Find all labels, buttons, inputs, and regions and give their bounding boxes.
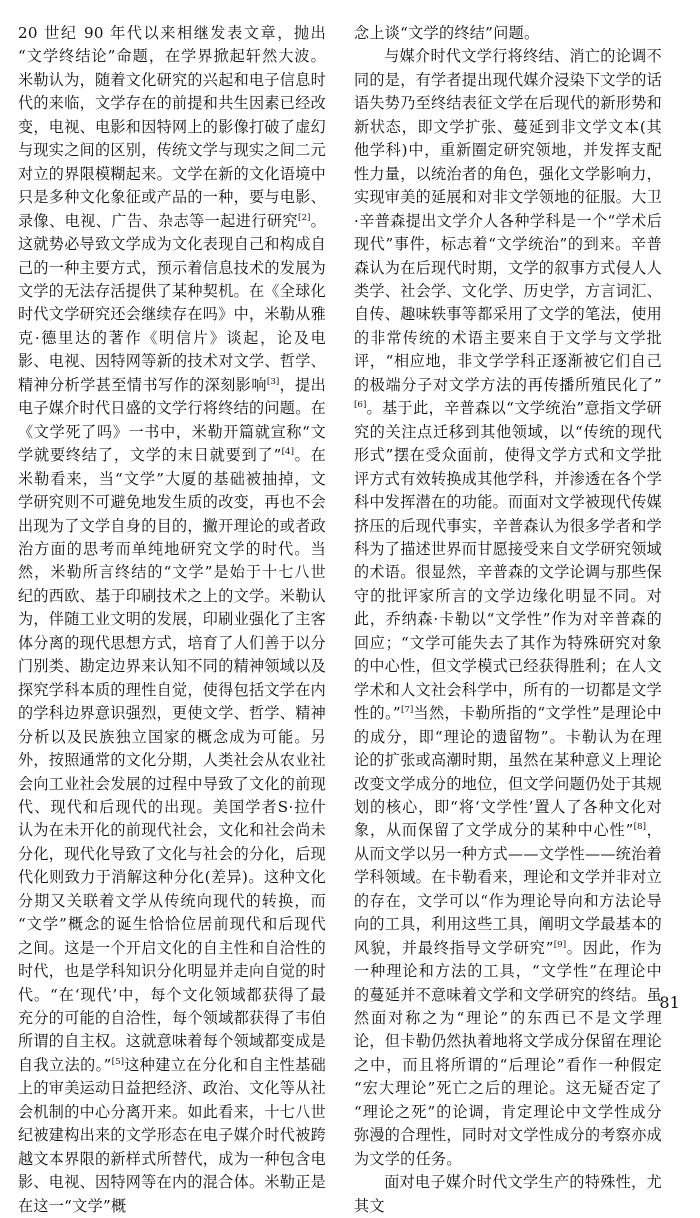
footnote-ref-5: [5] bbox=[111, 1056, 125, 1067]
footnote-ref-7: [7] bbox=[400, 705, 414, 716]
footnote-ref-9: [9] bbox=[553, 939, 567, 950]
paragraph-right-3 bbox=[354, 1171, 662, 1218]
footnote-ref-6: [6] bbox=[354, 400, 367, 411]
left-column bbox=[18, 22, 326, 1218]
footnote-ref-2: [2] bbox=[298, 212, 311, 223]
page-number: 81 bbox=[659, 993, 680, 1012]
footnote-ref-4: [4] bbox=[281, 447, 295, 458]
paragraph-text: 面对电子媒介时代文学生产的特殊性，尤其文 bbox=[354, 1173, 662, 1215]
paragraph-text-cont-1: 。基于此，辛普森以“文学统治”意指文学研究的关注点迁移到其他领域，以“传统的现代形式”摆在受众面前，使得文学方式和文学批评方式有效转换成其他学科，并渗透在各个学科中发挥潜在的功能。而面对文学被现代传媒挤压的后现代事实，辛普森认为很多学者和学科为了描述世界而甘愿接受来自文学研究领域的术语。很显然，辛普森的文学论调与那些保守的批评家所言的文学边缘化明显不同。对此，乔纳森·卡勒以“文学性”作为对辛普森的回应；“文学可能失去了其作为特殊研究对象的中心性，但文学模式已经获得胜利；在人文学术和人文社会科学中，所有的一切都是文学性的。” bbox=[354, 399, 662, 723]
paragraph-text: 与媒介时代文学行将终结、消亡的论调不同的是，有学者提出现代媒介浸染下文学的话语失势乃至终结表征文学在后现代的新形势和新状态，即文学扩张、蔓延到非文学文本(其他学科)中，重新圈定研究领地，并发挥支配性力量，以统治者的角色，强化文学影响力，实现审美的延展和对非文学领地的征服。大卫·辛普森提出文学介人各种学科是一个“学术后现代”事件，标志着“文学统治”的到来。辛普森认为在后现代时期，文学的叙事方式侵人人类学、社会学、文化学、历史学，方言词汇、自传、趣味轶事等都采用了文学的笔法，使用的非常传统的术语主要来自于文学与文学批评，“相应地，非文学学科正逐渐被它们自己的极端分子对文学方法的再传播所殖民化了” bbox=[354, 47, 662, 394]
paragraph-text-cont-2: 当然，卡勒所指的“文学性”是理论中的成分，即“理论的遗留物”。卡勒认为在理论的扩张或高潮时期，虽然在某种意义上理论改变文学成分的地位，但文学问题仍处于其规划的核心，即“将‘文学性’置人了各种文化对象，从而保留了文学成分的某种中心性” bbox=[354, 704, 662, 840]
paragraph-text-cont-4: 这种建立在分化和自主性基础上的审美运动日益把经济、政治、文化等从社会机制的中心分离开来。如此看来，十七八世纪被建构出来的文学形态在电子媒介时代被跨越文本界限的新样式所替代，成为一种包含电影、电视、因特网等在内的混合体。米勒正是在这一“文学”概 bbox=[18, 1055, 326, 1215]
paragraph-right-2 bbox=[354, 45, 662, 1171]
paragraph-text-cont-3: 。在米勒看来，当“文学”大厦的基础被抽掉，文学研究则不可避免地发生质的改变，再也不会出现为了文学自身的目的，撇开理论的或者政治方面的思考而单纯地研究文学的时代。当然，米勒所言终结的“文学”是始于十七八世纪的西欧、基于印刷技术之上的文学。米勒认为，伴随工业文明的发展，印刷业强化了主客体分离的现代思想方式，培育了人们善于以分门别类、勘定边界来认知不同的精神领域以及探究学科本质的理性自觉，使得包括文学在内的学科边界意识强烈，更使文学、哲学、精神分析以及民族独立国家的概念成为可能。另外，按照通常的文化分期，人类社会从农业社会向工业社会发展的过程中导致了文化的前现代、现代和后现代的出现。美国学者S·拉什认为在未开化的前现代社会，文化和社会尚未分化，现代化导致了文化与社会的分化，后现代化则致力于消解这种分化(差异)。这种文化分期又关联着文学从传统向现代的转换，而“文学”概念的诞生恰恰位居前现代和后现代之间。这是一个开启文化的自主性和自洽性的时代，也是学科知识分化明显并走向自觉的时代。“在‘现代’中，每个文化领域都获得了最充分的可能的自洽性，每个领域都获得了韦伯所谓的自主权。这就意味着每个领域都变成是自我立法的。” bbox=[18, 446, 326, 1074]
paragraph-text-cont-2: ，提出电子媒介时代日盛的文学行将终结的问题。在《文学死了吗》一书中，米勒开篇就宣称“文学就要终结了，文学的末日就要到了” bbox=[18, 375, 326, 465]
right-column bbox=[354, 22, 662, 1218]
paragraph-text-cont-4: 。因此，作为一种理论和方法的工具，“文学性”在理论中的蔓延并不意味着文学和文学研究的终结。虽然面对称之为“理论”的东西已不是文学理论，但卡勒仍然执着地将文学成分保留在理论之中，而且将所谓的“后理论”看作一种假定“宏大理论”死亡之后的理论。这无疑否定了“理论之死”的论调，肯定理论中文学性成分弥漫的合理性，同时对文学性成分的考察亦成为文学的任务。 bbox=[354, 938, 662, 1168]
paragraph-text-cont-1: 。这就势必导致文学成为文化表现自己和构成自己的一种主要方式，预示着信息技术的发展为文学的无法存活提供了某种契机。在《全球化时代文学研究还会继续存在吗》中，米勒从雅克·德里达的著作《明信片》谈起，论及电影、电视、因特网等新的技术对文学、哲学、精神分析学甚至情书写作的深刻影响 bbox=[18, 211, 326, 394]
paragraph-right-1 bbox=[354, 22, 662, 45]
paragraph-left-1 bbox=[18, 22, 326, 1218]
footnote-ref-8: [8] bbox=[633, 822, 647, 833]
paragraph-text-cont-3: ，从而文学以另一种方式——文学性——统治着学科领域。在卡勒看来，理论和文学并非对立的存在，文学可以“作为理论导向和方法论导向的工具，利用这些工具，阐明文学最基本的风貌，并最终指导文学研究” bbox=[354, 821, 662, 957]
paragraph-text: 20 世纪 90 年代以来相继发表文章，抛出“文学终结论”命题，在学界掀起轩然大波。米勒认为，随着文化研究的兴起和电子信息时代的来临，文学存在的前提和共生因素已经改变，电视、电影和因特网上的影像打破了虚幻与现实之间的区别，传统文学与现实之间二元对立的界限模糊起来。文学在新的文化语境中只是多种文化象征或产品的一种，要与电影、录像、电视、广告、杂志等一起进行研究 bbox=[18, 24, 326, 230]
footnote-ref-3: [3] bbox=[266, 376, 280, 387]
paragraph-text: 念上谈“文学的终结”问题。 bbox=[354, 24, 540, 42]
